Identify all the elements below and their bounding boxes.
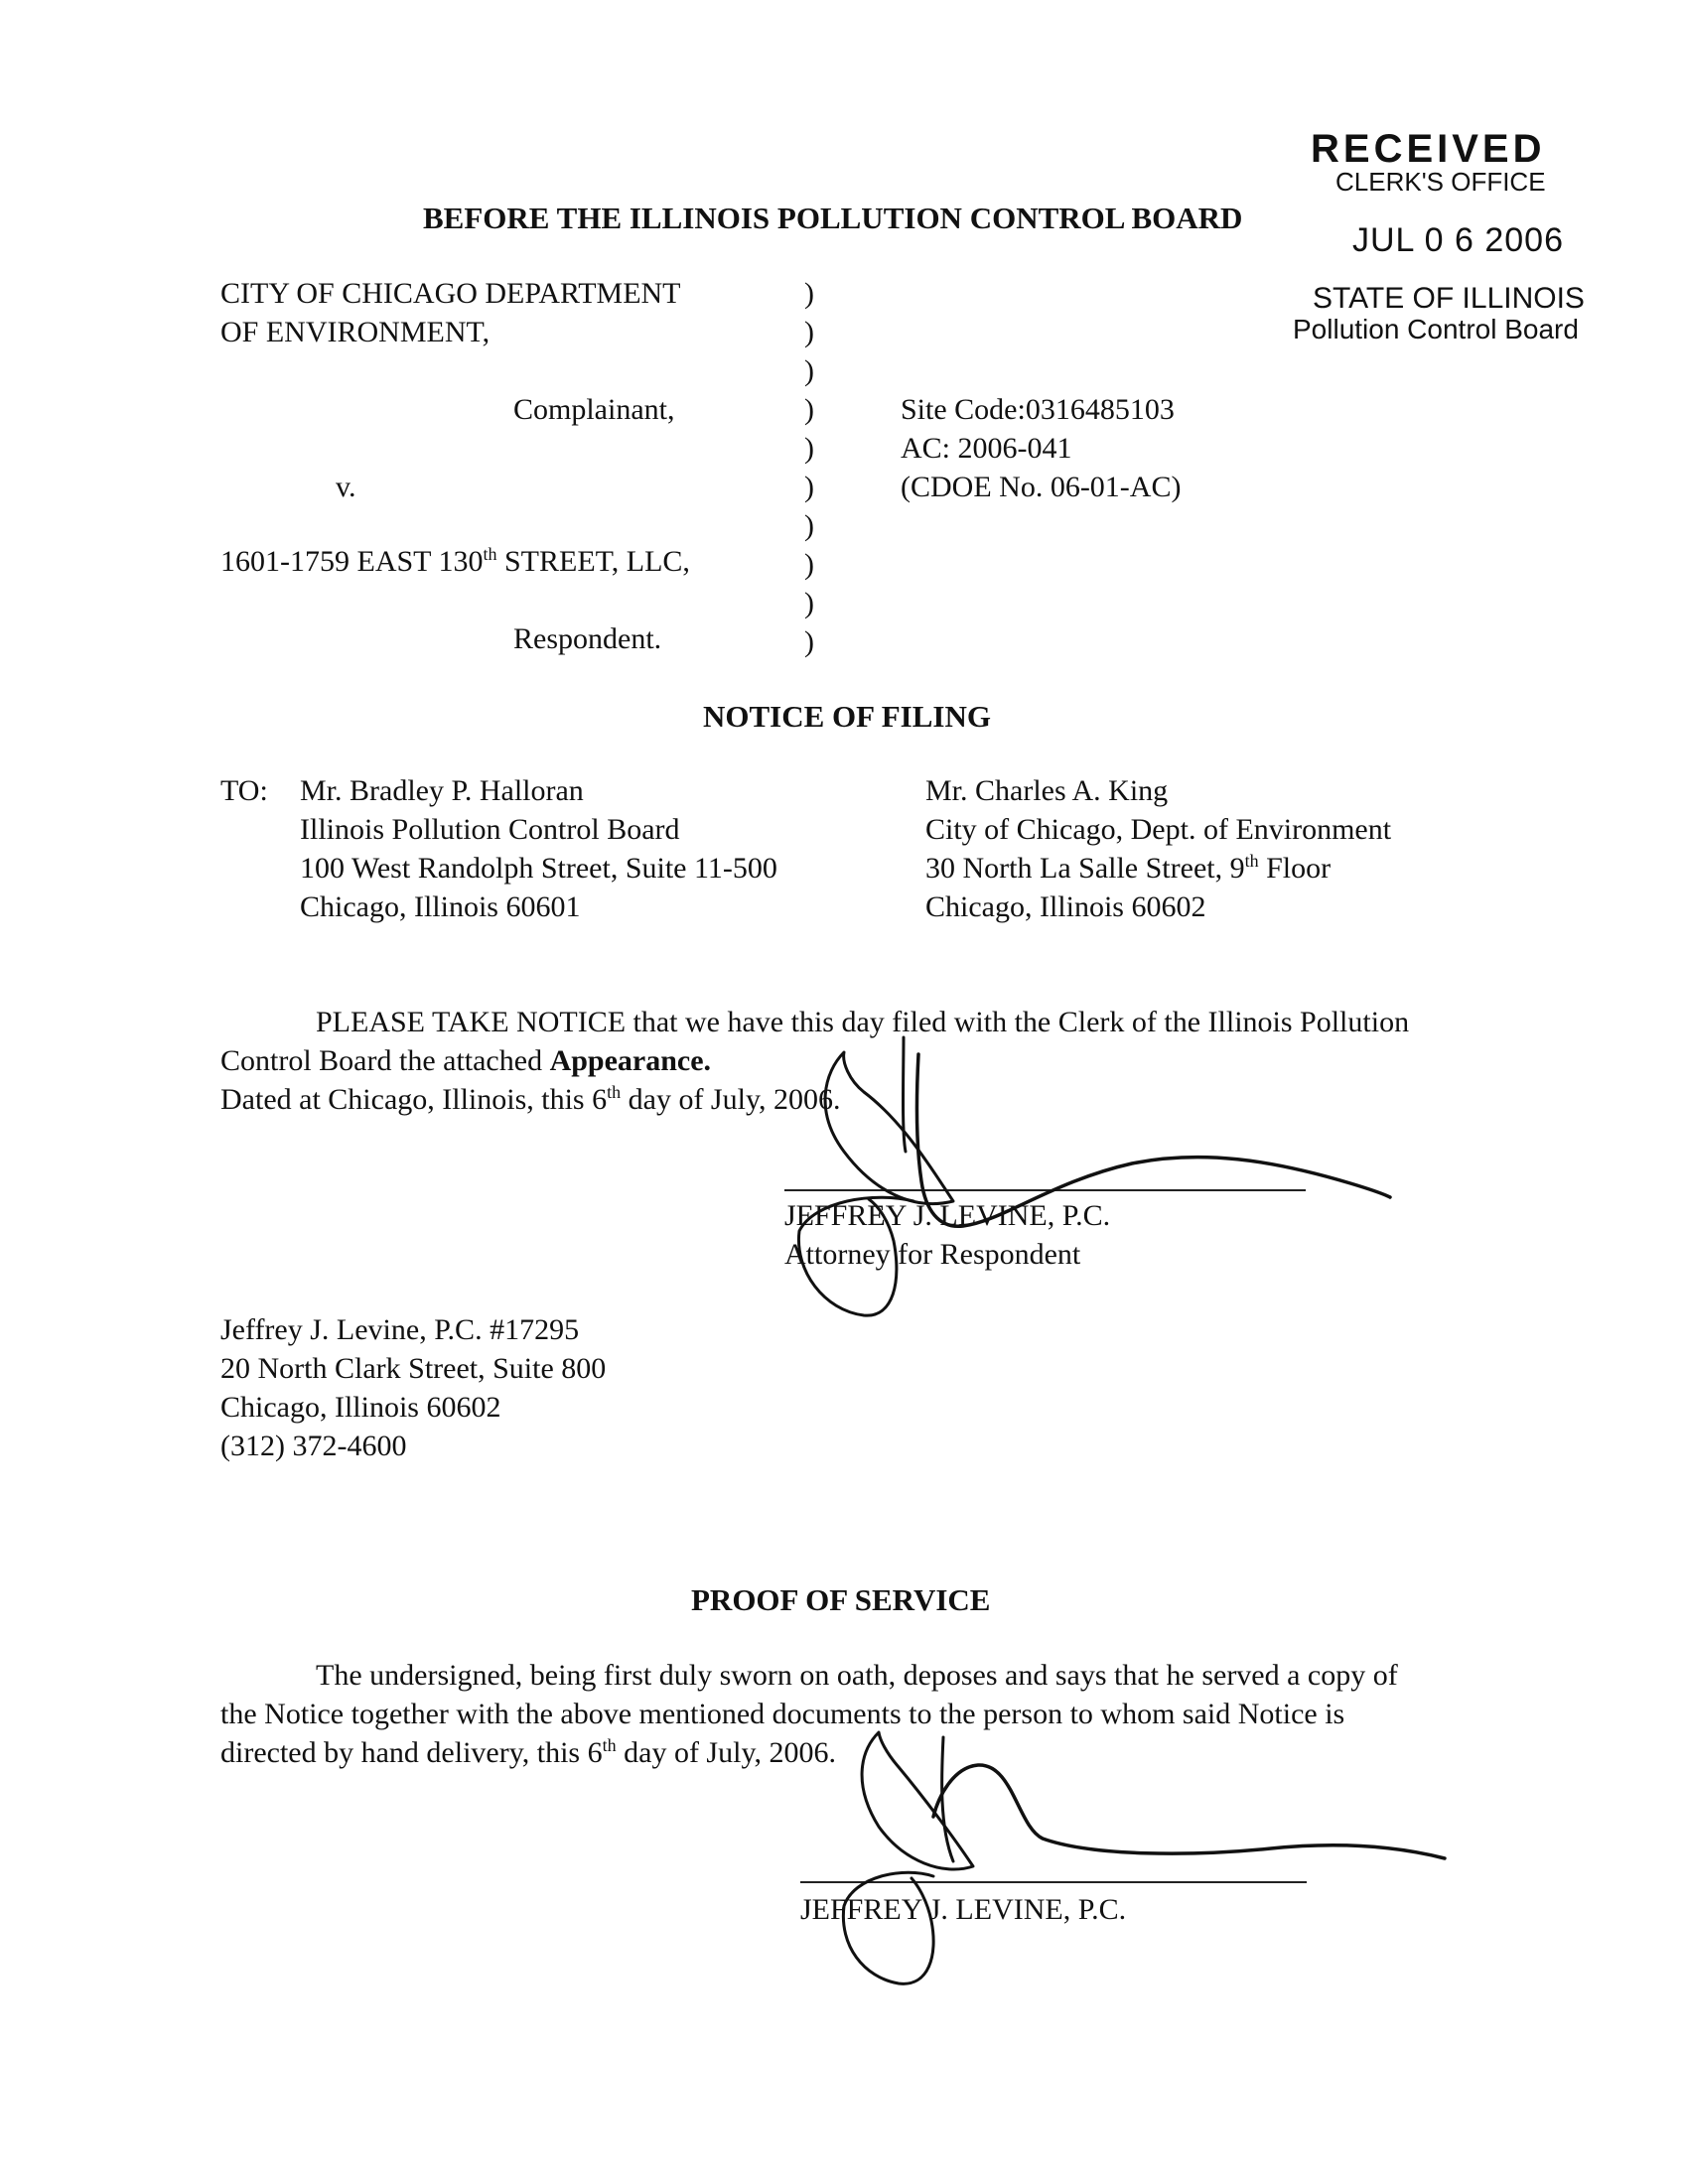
complainant-name-line1: CITY OF CHICAGO DEPARTMENT [220,277,681,310]
respondent-role: Respondent. [513,622,662,655]
caption-paren: ) [804,393,814,426]
complainant-role: Complainant, [513,393,675,426]
site-code: Site Code:0316485103 [901,393,1175,426]
caption-paren: ) [804,277,814,310]
addressee2-street: 30 North La Salle Street, 9th Floor [925,851,1332,885]
addressee2-org: City of Chicago, Dept. of Environment [925,813,1392,846]
firm-street: 20 North Clark Street, Suite 800 [220,1352,607,1385]
caption-paren: ) [804,432,814,465]
complainant-name-line2: OF ENVIRONMENT, [220,316,491,348]
signer-title: Attorney for Respondent [784,1238,1081,1271]
stamp-board: Pollution Control Board [1293,314,1579,344]
caption-paren: ) [804,587,814,619]
signer-name: JEFFREY J. LEVINE, P.C. [784,1199,1111,1232]
proof-line2: the Notice together with the above mentioned documents to the person to whom said Notice is [220,1698,1345,1730]
stamp-date: JUL 0 6 2006 [1352,221,1564,259]
proof-line3: directed by hand delivery, this 6th day of July, 2006. [220,1735,836,1769]
notice-body-line2: Control Board the attached Appearance. [220,1044,712,1077]
addressee1-city: Chicago, Illinois 60601 [300,890,581,923]
signature-1-icon [755,1032,1400,1330]
ac-number: AC: 2006-041 [901,432,1072,465]
respondent-name: 1601-1759 EAST 130th STREET, LLC, [220,544,690,578]
caption-paren: ) [804,316,814,348]
firm-name: Jeffrey J. Levine, P.C. #17295 [220,1313,580,1346]
dated-line: Dated at Chicago, Illinois, this 6th day of July, 2006. [220,1082,841,1116]
caption-paren: ) [804,548,814,581]
versus: v. [336,471,356,503]
notice-body-line1: PLEASE TAKE NOTICE that we have this day filed with the Clerk of the Illinois Pollution [316,1006,1410,1038]
addressee1-org: Illinois Pollution Control Board [300,813,680,846]
board-title: BEFORE THE ILLINOIS POLLUTION CONTROL BOARD [423,201,1243,235]
firm-city: Chicago, Illinois 60602 [220,1391,501,1424]
notice-title: NOTICE OF FILING [703,699,991,734]
stamp-clerks-office: CLERK'S OFFICE [1335,167,1546,197]
to-label: TO: [220,774,268,807]
proof-line1: The undersigned, being first duly sworn on oath, deposes and says that he served a copy of [316,1659,1398,1692]
caption-paren: ) [804,354,814,387]
caption-paren: ) [804,509,814,542]
stamp-received: RECEIVED [1311,127,1546,171]
addressee2-name: Mr. Charles A. King [925,774,1169,807]
firm-phone: (312) 372-4600 [220,1430,407,1462]
addressee2-city: Chicago, Illinois 60602 [925,890,1206,923]
proof-signer-name: JEFFREY J. LEVINE, P.C. [800,1893,1127,1926]
addressee1-street: 100 West Randolph Street, Suite 11-500 [300,852,777,885]
caption-paren: ) [804,471,814,503]
caption-paren: ) [804,625,814,658]
stamp-state: STATE OF ILLINOIS [1313,282,1585,315]
proof-title: PROOF OF SERVICE [691,1582,991,1617]
addressee1-name: Mr. Bradley P. Halloran [300,774,584,807]
signature-2-icon [794,1717,1450,2005]
cdoe-number: (CDOE No. 06-01-AC) [901,471,1182,503]
